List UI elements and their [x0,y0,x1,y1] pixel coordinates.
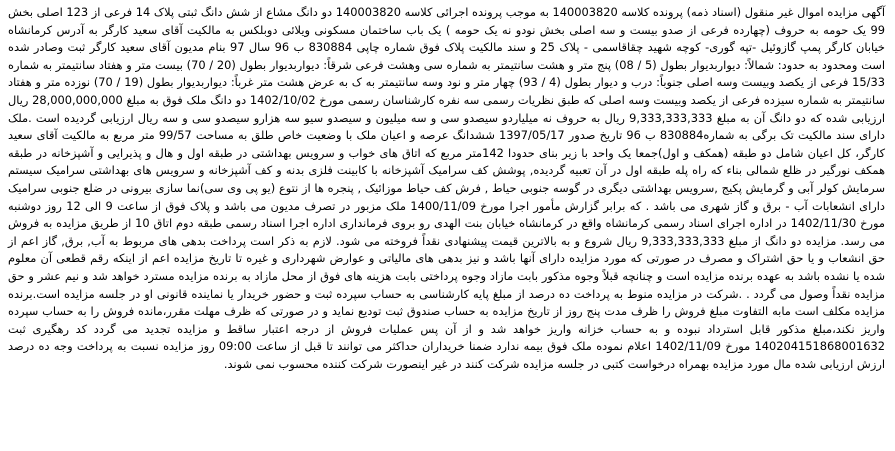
auction-notice-text: آگهی مزایده اموال غیر منقول (اسناد ذمه) پرونده کلاسه 140003820 به موجب پرونده اجرائی کلاسه 140003820 دو دانگ مشاع از شش دانگ ثبتی پلاک 14 فرعی از 123 اصلی بخش 99 یک حومه به حروف (چهارده فرعی از صدو بیست و سه اصلی بخش نودو نه یک حومه ) یک باب ساختمان مسکونی ویلائی دوبلکس به مالکیت آقای سعید کارگر به آدرس کرمانشاه خیابان کارگر پمپ گازوئیل -تپه گوری- کوچه شهید چقاقاسمی - پلاک 25 و سند مالکیت پلاک فوق شماره چاپی 830884 ب 96 سال 97 بنام مدیون آقای سعید کارگر ثبت وصادر شده است ومحدود به حدود: شمالاً: دیواربدیوار بطول (5 / 08) پنج متر و هشت سانتیمتر به شماره سی وهشت فرعی شرقاً: دیواربدیوار بطول (20 / 70) بیست متر و هفتاد سانتیمتر به شماره 15/33 فرعی از یکصد وبیست وسه اصلی جنوباً: درب و دیوار بطول (4 / 93) چهار متر و نود وسه سانتیمتر به ک به عرض هشت متر غرباً: دیواربدیوار بطول (19 / 70) نوزده متر و هفتاد سانتیمتر به شماره سیزده فرعی از یکصد وبیست وسه اصلی که طبق نظریات رسمی سه نفره کارشناسان رسمی مورخ 1402/10/02 دو دانگ ملک فوق به مبلغ 28,000,000,000 ریال ارزیابی شده که دو دانگ آن به مبلغ 9,333,333,333 ریال به حروف نه میلیاردو سیصدو سی و سه میلیون و سیصدو سیو سه هزارو سیصدو سی و سه ریال ارزیابی گردیده است .ملک دارای سند مالکیت تک برگی به شماره830884 ب 96 تاریخ صدور 1397/05/17 ششدانگ عرصه و اعیان ملک با وضعیت خاص طلق به مساحت 99/57 متر مربع به مالکیت آقای سعید کارگر، کل اعیان شامل دو طبقه (همکف و اول)جمعا یک واحد با زیر بنای حدودا 142متر مربع که اتاق های خواب و سرویس بهداشتی در طبقه اول و هال و پذیرایی و آشپزخانه در طبقه همکف نورگیر در ظلع شمالی بناء که راه پله طبقه اول در آن تعبیه گردیده, پوشش کف سرامیک آشپزخانه با کابینت فلزی بدنه و کف آشپزخانه و سرویس های بهداشتی سرامیک سیستم سرمایش کولر آبی و گرمایش پکیج ,سرویس بهداشتی دیگری در گوسه جنوبی حیاط , فرش کف حیاط موزائیک , پنجره ها از نتوع (یو پی وی سی)نما سازی بیرونی در ضلع جنوبی سرامیک دارای انشعابات آب - برق و گاز شهری می باشد . که برابر گزارش مأمور اجرا مورخ 1400/11/09 ملک مزبور در تصرف مدیون می باشد و پلاک فوق از ساعت 9 الی 12 روز دوشنبه مورخ 1402/11/30 در اداره اجرای اسناد رسمی کرمانشاه واقع در کرمانشاه خیابان بنت الهدی رو بروی فرمانداری اداره اجرا اسناد رسمی طبقه دوم اتاق 10 از طریق مزایده به فروش می رسد. مزایده دو دانگ از مبلغ 9,333,333,333 ریال شروع و به بالاترین قیمت پیشنهادی نقداً فروخته می شود. لازم به ذکر است پرداخت بدهی های مربوط به آب, برق, گاز اعم از حق انشعاب و یا حق اشتراک و مصرف در صورتی که مورد مزایده دارای آنها باشد و نیز بدهی های مالیاتی و عوارض شهرداری و غیره تا تاریخ مزایده اعم از اینکه رقم قطعی آن معلوم شده یا نشده باشد به عهده برنده مزایده است و چنانچه قبلاً وجوه مذکور بابت مازاد وجوه پرداختی بابت هزینه های فوق از محل مازاد به برنده مزایده مسترد خواهد شد و نیم عشر و حق مزایده نقداً وصول می گردد . .شرکت در مزایده منوط به پرداخت ده درصد از مبلغ پایه کارشناسی به حساب سپرده ثبت و حضور خریدار یا نماینده قانونی او در جلسه مزایده است.برنده مزایده مکلف است مابه التفاوت مبلغ فروش را ظرف مدت پنج روز از تاریخ مزایده به حساب صندوق ثبت تودیع نماید و در صورتی که ظرف مهلت مقرر،مانده فروش را به حساب سپرده واریز نکند،مبلغ مذکور قابل استرداد نبوده و به حساب خزانه واریز خواهد شد و از آن پس عملیات فروش از درجه اعتبار ساقط و مزایده تجدید می گردد کد رهگیری ثبت 140204151868001632 مورخ 1402/11/09 اعلام نموده ملک فوق بیمه ندارد ضمنا خریداران حداکثر می توانند تا قبل از ساعت 09:00 روز مزایده نسبت به پرداخت وجه ده درصد ارزش ارزیابی شده مال مورد مزایده بهمراه درخواست کتبی در جلسه مزایده شرکت کنند در غیر اینصورت شرکت کننده محسوب نمی شوند. [8,5,886,371]
